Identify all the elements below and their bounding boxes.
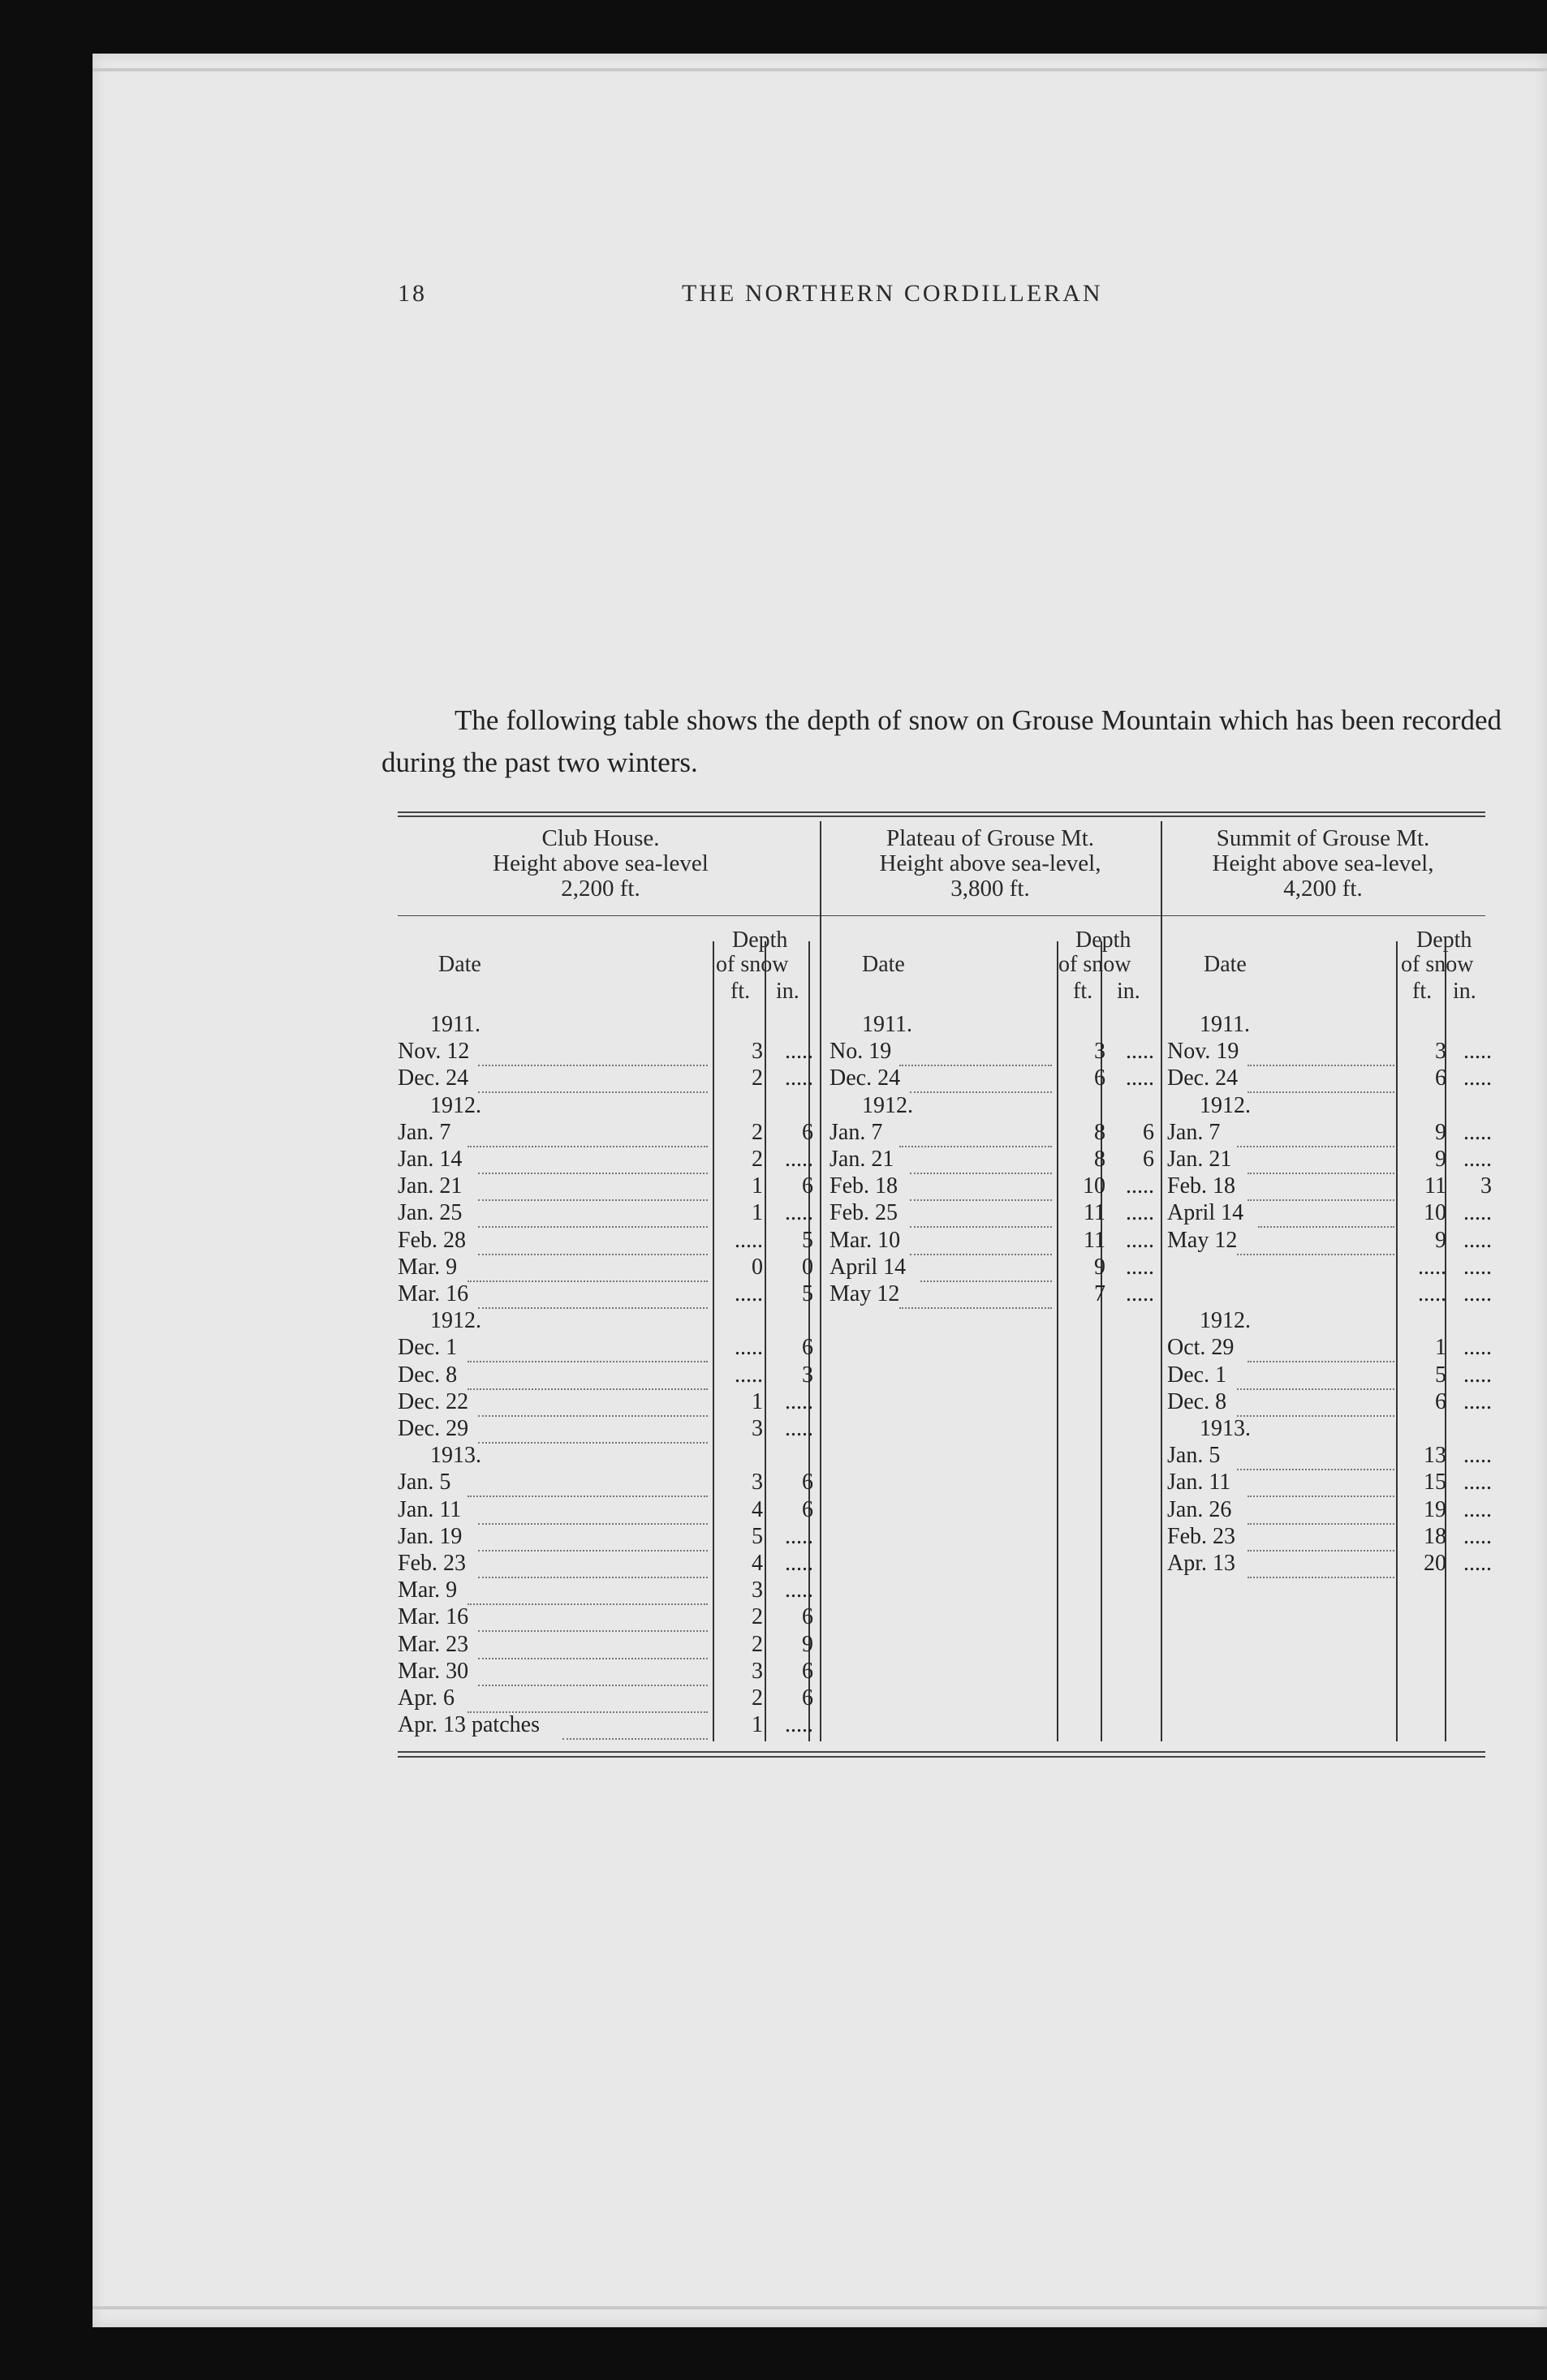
ft-cell: 19: [1424, 1496, 1446, 1522]
of-snow-header-club: of snow: [716, 952, 789, 977]
date-cell: Feb. 28: [398, 1227, 466, 1253]
date-cell: Jan. 25: [398, 1200, 463, 1226]
date-cell: Apr. 13: [1167, 1551, 1235, 1576]
ft-cell: 11: [1424, 1173, 1446, 1199]
leader-dots: [1248, 1334, 1394, 1362]
date-cell: Feb. 18: [830, 1173, 898, 1199]
date-cell: 1912.: [1200, 1308, 1251, 1334]
leader-dots: [899, 1280, 1052, 1309]
leader-dots: [1248, 1550, 1394, 1578]
leader-dots: [468, 1577, 708, 1605]
ft-cell: 10: [1424, 1200, 1446, 1226]
leader-dots: [478, 1388, 708, 1417]
ft-cell: 3: [1094, 1039, 1105, 1065]
date-cell: Feb. 23: [1167, 1523, 1235, 1549]
leader-dots: [910, 1227, 1052, 1255]
date-header-summit: Date: [1204, 952, 1247, 977]
of-snow-header-plateau: of snow: [1058, 952, 1131, 977]
leader-dots: [1248, 1146, 1394, 1174]
in-cell: .....: [1126, 1065, 1154, 1091]
in-cell: .....: [785, 1416, 813, 1441]
in-cell: .....: [785, 1200, 813, 1226]
ft-cell: 3: [752, 1658, 763, 1684]
in-cell: .....: [1463, 1496, 1492, 1522]
in-cell: .....: [1463, 1147, 1492, 1172]
date-cell: Dec. 8: [1167, 1388, 1227, 1414]
section-title: Club House.: [541, 825, 660, 851]
leader-dots: [899, 1119, 1052, 1147]
depth-header-plateau: Depth: [1075, 927, 1131, 953]
ft-cell: 3: [752, 1577, 763, 1603]
in-cell: .....: [1463, 1065, 1492, 1091]
in-cell: 6: [802, 1496, 813, 1522]
section-height-label: Height above sea-level: [493, 850, 709, 876]
date-cell: 1912.: [1200, 1092, 1251, 1118]
ft-cell: 6: [1435, 1065, 1446, 1091]
date-cell: Apr. 6: [398, 1685, 455, 1711]
leader-dots: [478, 1065, 708, 1093]
leader-dots: [1248, 1065, 1394, 1093]
date-cell: Mar. 16: [398, 1281, 469, 1306]
date-cell: 1912.: [430, 1092, 481, 1118]
in-cell: .....: [1126, 1227, 1154, 1253]
in-cell: 0: [802, 1254, 813, 1280]
ft-cell: .....: [735, 1362, 763, 1388]
leader-dots: [468, 1254, 708, 1282]
in-cell: 6: [1143, 1147, 1154, 1172]
ft-header-plateau: ft.: [1073, 979, 1093, 1004]
ft-cell: 2: [752, 1604, 763, 1630]
section-height-label: Height above sea-level,: [1212, 850, 1434, 876]
in-cell: 6: [802, 1335, 813, 1361]
in-cell: 6: [802, 1658, 813, 1684]
ft-cell: 9: [1435, 1147, 1446, 1172]
date-cell: Feb. 23: [398, 1551, 466, 1576]
in-cell: .....: [1463, 1470, 1492, 1496]
leader-dots: [1248, 1523, 1394, 1552]
date-cell: Jan. 19: [398, 1523, 463, 1549]
date-header-club: Date: [438, 952, 481, 977]
section-height: 2,200 ft.: [561, 876, 640, 902]
date-cell: 1911.: [430, 1012, 480, 1037]
section-height: 4,200 ft.: [1283, 876, 1363, 902]
in-cell: .....: [1463, 1523, 1492, 1549]
ft-cell: .....: [735, 1335, 763, 1361]
in-cell: .....: [1463, 1119, 1492, 1145]
in-cell: .....: [1126, 1200, 1154, 1226]
in-header-club: in.: [776, 979, 799, 1004]
ft-cell: .....: [735, 1281, 763, 1306]
page-number: 18: [398, 280, 427, 307]
ft-cell: 1: [752, 1712, 763, 1738]
ft-cell: 8: [1094, 1119, 1105, 1145]
date-cell: Dec. 24: [398, 1065, 469, 1091]
in-cell: .....: [1126, 1173, 1154, 1199]
date-cell: Jan. 21: [398, 1173, 463, 1199]
date-cell: Jan. 26: [1167, 1496, 1232, 1522]
depth-header-club: Depth: [732, 927, 788, 953]
leader-dots: [478, 1631, 708, 1659]
snow-depth-table: [398, 811, 1492, 1762]
in-cell: 5: [802, 1227, 813, 1253]
in-cell: .....: [785, 1147, 813, 1172]
date-cell: Mar. 16: [398, 1604, 469, 1630]
leader-dots: [1258, 1199, 1394, 1228]
ft-cell: 4: [752, 1496, 763, 1522]
in-cell: .....: [785, 1712, 813, 1738]
leader-dots: [1248, 1038, 1394, 1066]
in-cell: .....: [1126, 1254, 1154, 1280]
in-cell: .....: [1463, 1039, 1492, 1065]
date-cell: Oct. 29: [1167, 1335, 1235, 1361]
ft-cell: 5: [1435, 1362, 1446, 1388]
leader-dots: [562, 1711, 708, 1740]
column-rule: [765, 941, 766, 1741]
ft-cell: 6: [1094, 1065, 1105, 1091]
ft-cell: .....: [735, 1227, 763, 1253]
leader-dots: [1248, 1173, 1394, 1201]
date-cell: 1911.: [862, 1012, 912, 1037]
section-rule: [398, 915, 1485, 916]
date-cell: Mar. 10: [830, 1227, 901, 1253]
ft-cell: .....: [1418, 1254, 1446, 1280]
leader-dots: [1248, 1496, 1394, 1525]
date-cell: Jan. 7: [830, 1119, 883, 1145]
ft-cell: 5: [752, 1523, 763, 1549]
date-cell: Mar. 30: [398, 1658, 469, 1684]
leader-dots: [478, 1523, 708, 1552]
date-cell: 1912.: [862, 1092, 913, 1118]
date-cell: Jan. 5: [1167, 1443, 1221, 1469]
date-header-plateau: Date: [862, 952, 905, 977]
ft-cell: 18: [1424, 1523, 1446, 1549]
in-cell: 6: [802, 1119, 813, 1145]
depth-header-summit: Depth: [1416, 927, 1472, 953]
leader-dots: [468, 1362, 708, 1390]
ft-cell: 0: [752, 1254, 763, 1280]
ft-cell: 15: [1424, 1470, 1446, 1496]
in-cell: 5: [802, 1281, 813, 1306]
in-cell: 6: [802, 1173, 813, 1199]
in-cell: 3: [802, 1362, 813, 1388]
section-divider: [820, 821, 821, 1741]
running-title: THE NORTHERN CORDILLERAN: [682, 280, 1103, 307]
leader-dots: [478, 1603, 708, 1632]
date-cell: Mar. 23: [398, 1631, 469, 1657]
in-cell: 3: [1480, 1173, 1492, 1199]
leader-dots: [478, 1199, 708, 1228]
ft-cell: 1: [752, 1388, 763, 1414]
in-cell: .....: [1463, 1227, 1492, 1253]
ft-cell: 4: [752, 1551, 763, 1576]
section-header-club: [398, 826, 804, 902]
ft-cell: 11: [1084, 1227, 1105, 1253]
date-cell: April 14: [830, 1254, 907, 1280]
leader-dots: [468, 1469, 708, 1497]
ft-cell: 9: [1435, 1119, 1446, 1145]
ft-cell: 2: [752, 1147, 763, 1172]
ft-cell: 1: [1435, 1335, 1446, 1361]
in-cell: .....: [785, 1065, 813, 1091]
leader-dots: [910, 1065, 1052, 1093]
column-rule: [1396, 941, 1398, 1741]
date-cell: 1913.: [430, 1443, 481, 1469]
column-rule: [1057, 941, 1058, 1741]
leader-dots: [478, 1658, 708, 1686]
date-cell: Jan. 21: [830, 1147, 894, 1172]
section-divider: [1161, 821, 1162, 1741]
bottom-rule: [398, 1751, 1485, 1753]
date-cell: Mar. 9: [398, 1254, 458, 1280]
date-cell: Nov. 19: [1167, 1039, 1239, 1065]
leader-dots: [910, 1146, 1052, 1174]
ft-cell: 7: [1094, 1281, 1105, 1306]
leader-dots: [1237, 1362, 1394, 1390]
date-cell: No. 19: [830, 1039, 892, 1065]
date-cell: May 12: [1167, 1227, 1238, 1253]
section-title: Summit of Grouse Mt.: [1216, 825, 1430, 851]
leader-dots: [478, 1146, 708, 1174]
ft-cell: 1: [752, 1200, 763, 1226]
leader-dots: [468, 1334, 708, 1362]
section-height: 3,800 ft.: [950, 876, 1030, 902]
ft-cell: 2: [752, 1631, 763, 1657]
leader-dots: [1237, 1442, 1394, 1470]
date-cell: Dec. 8: [398, 1362, 458, 1388]
ft-header-club: ft.: [730, 979, 751, 1004]
bottom-rule-2: [398, 1756, 1485, 1758]
ft-cell: 6: [1435, 1388, 1446, 1414]
leader-dots: [478, 1550, 708, 1578]
leader-dots: [478, 1227, 708, 1255]
in-cell: .....: [785, 1551, 813, 1576]
leader-dots: [468, 1119, 708, 1147]
leader-dots: [478, 1496, 708, 1525]
column-rule: [713, 941, 714, 1741]
date-cell: Dec. 24: [830, 1065, 901, 1091]
ft-cell: 9: [1435, 1227, 1446, 1253]
in-cell: .....: [1126, 1281, 1154, 1306]
in-cell: .....: [785, 1523, 813, 1549]
date-cell: Nov. 12: [398, 1039, 470, 1065]
in-cell: .....: [1463, 1443, 1492, 1469]
date-cell: April 14: [1167, 1200, 1244, 1226]
ft-cell: 9: [1094, 1254, 1105, 1280]
in-header-plateau: in.: [1117, 979, 1140, 1004]
date-cell: Jan. 7: [398, 1119, 451, 1145]
in-cell: .....: [1463, 1335, 1492, 1361]
ft-cell: 3: [752, 1039, 763, 1065]
top-rule: [398, 811, 1485, 813]
date-cell: Jan. 21: [1167, 1147, 1232, 1172]
leader-dots: [478, 1038, 708, 1066]
leader-dots: [468, 1685, 708, 1713]
date-cell: Apr. 13 patches: [398, 1712, 540, 1738]
in-cell: .....: [785, 1039, 813, 1065]
in-cell: 6: [802, 1685, 813, 1711]
ft-cell: 20: [1424, 1551, 1446, 1576]
ft-cell: 13: [1424, 1443, 1446, 1469]
intro-paragraph: The following table shows the depth of snow on Grouse Mountain which has been recorded during the past two winters.: [381, 704, 1502, 778]
of-snow-header-summit: of snow: [1401, 952, 1474, 977]
leader-dots: [1237, 1119, 1394, 1147]
leader-dots: [910, 1173, 1052, 1201]
leader-dots: [1237, 1388, 1394, 1417]
leader-dots: [899, 1038, 1052, 1066]
in-cell: .....: [1126, 1039, 1154, 1065]
leader-dots: [478, 1415, 708, 1444]
ft-cell: .....: [1418, 1281, 1446, 1306]
date-cell: Jan. 11: [1167, 1470, 1231, 1496]
ft-cell: 1: [752, 1173, 763, 1199]
in-cell: .....: [785, 1577, 813, 1603]
ft-cell: 3: [1435, 1039, 1446, 1065]
date-cell: Feb. 18: [1167, 1173, 1235, 1199]
date-cell: 1911.: [1200, 1012, 1250, 1037]
in-cell: .....: [785, 1388, 813, 1414]
date-cell: Jan. 14: [398, 1147, 463, 1172]
top-rule-2: [398, 816, 1485, 817]
ft-cell: 2: [752, 1685, 763, 1711]
in-cell: 6: [1143, 1119, 1154, 1145]
leader-dots: [920, 1254, 1052, 1282]
section-height-label: Height above sea-level,: [879, 850, 1101, 876]
date-cell: Dec. 1: [398, 1335, 458, 1361]
ft-cell: 2: [752, 1119, 763, 1145]
in-cell: 6: [802, 1470, 813, 1496]
date-cell: Jan. 11: [398, 1496, 462, 1522]
in-cell: .....: [1463, 1254, 1492, 1280]
leader-dots: [910, 1199, 1052, 1228]
ft-cell: 3: [752, 1416, 763, 1441]
ft-cell: 8: [1094, 1147, 1105, 1172]
in-cell: .....: [1463, 1200, 1492, 1226]
ft-cell: 3: [752, 1470, 763, 1496]
date-cell: Jan. 7: [1167, 1119, 1221, 1145]
page-top-edge: [93, 68, 1547, 71]
in-cell: 6: [802, 1604, 813, 1630]
date-cell: Jan. 5: [398, 1470, 451, 1496]
leader-dots: [1248, 1469, 1394, 1497]
date-cell: Dec. 29: [398, 1416, 469, 1441]
in-cell: .....: [1463, 1388, 1492, 1414]
date-cell: 1912.: [430, 1308, 481, 1334]
date-cell: Dec. 1: [1167, 1362, 1227, 1388]
in-cell: .....: [1463, 1281, 1492, 1306]
in-cell: .....: [1463, 1551, 1492, 1576]
page-bottom-edge: [93, 2306, 1547, 2309]
in-cell: .....: [1463, 1362, 1492, 1388]
ft-cell: 2: [752, 1065, 763, 1091]
ft-cell: 11: [1084, 1200, 1105, 1226]
date-cell: Mar. 9: [398, 1577, 458, 1603]
section-title: Plateau of Grouse Mt.: [886, 825, 1095, 851]
date-cell: Feb. 25: [830, 1200, 898, 1226]
section-header-summit: [1161, 826, 1485, 902]
leader-dots: [478, 1280, 708, 1309]
date-cell: 1913.: [1200, 1416, 1251, 1441]
ft-cell: 10: [1083, 1173, 1105, 1199]
date-cell: Dec. 24: [1167, 1065, 1239, 1091]
leader-dots: [478, 1173, 708, 1201]
date-cell: Dec. 22: [398, 1388, 469, 1414]
date-cell: May 12: [830, 1281, 900, 1306]
in-header-summit: in.: [1453, 979, 1476, 1004]
ft-header-summit: ft.: [1412, 979, 1433, 1004]
section-header-plateau: [820, 826, 1161, 902]
in-cell: 9: [802, 1631, 813, 1657]
leader-dots: [1237, 1227, 1394, 1255]
